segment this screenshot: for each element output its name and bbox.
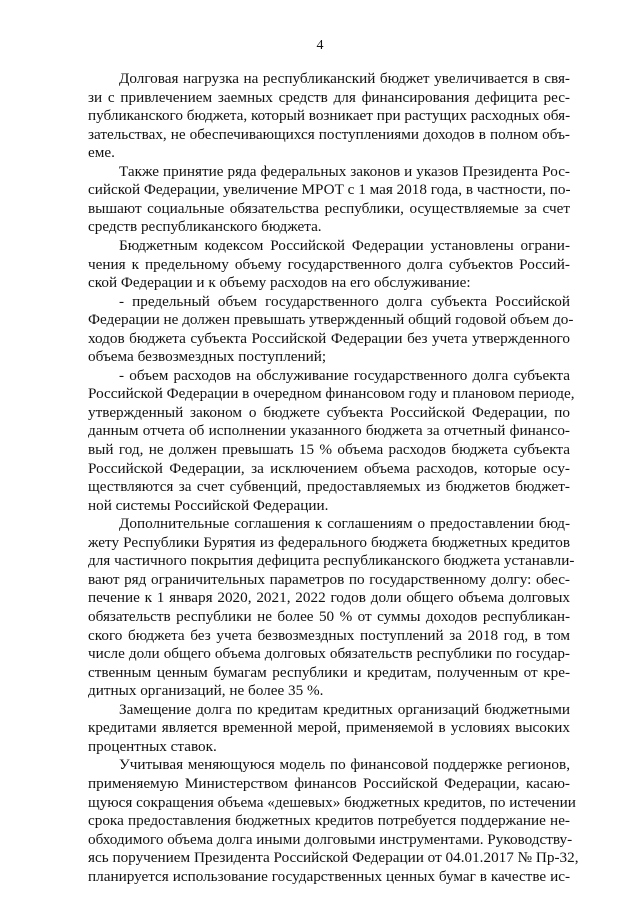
page-number: 4 [316,38,324,53]
text-line: срока предоставления бюджетных кредитов потребуется поддержание не- [88,812,570,829]
text-line: публиканского бюджета, который возникает при растущих расходных обя- [88,107,571,125]
text-line: ществляются за счет субвенций, предоставляемых из бюджетов бюджет- [88,478,570,496]
text-line: процентных ставок. [88,737,217,755]
text-line: ной системы Российской Федерации. [88,496,329,514]
text-line: ственным ценным бумагам республики и кредитам, полученным от кре- [88,663,570,681]
text-line: дитных организаций, не более 35 %. [88,682,324,700]
text-line: обходимого объема долга иными долговыми инструментами. Руководству- [88,830,573,848]
text-line: печение к 1 января 2020, 2021, 2022 годов доли общего объема долговых [88,589,570,607]
text-line: Российской Федерации в очередном финансовом году и плановом периоде, [88,385,575,403]
text-line: зательствах, не обеспечивающихся поступлениями доходов в полном объ- [88,125,570,143]
text-line: обязательств республики не более 50 % от суммы доходов республикан- [88,608,570,625]
paragraph-first-line: - предельный объем государственного долга субъекта Российской [119,292,570,310]
text-line: числе доли общего объема долговых обязательств республики по государ- [88,645,570,663]
text-line: Российской Федерации, за исключением объема расходов, которые осу- [88,459,570,477]
text-line: Федерации не должен превышать утвержденный общий годовой объем до- [88,311,574,329]
text-line: еме. [88,144,115,162]
text-line: ского бюджета без учета безвозмездных поступлений за 2018 год, в том [88,626,570,644]
text-line: данным отчета об исполнении указанного бюджета за отчетный финансо- [88,422,570,440]
text-line: вают ряд ограничительных параметров по государственному долгу: обес- [88,570,570,588]
text-line: объема безвозмездных поступлений; [88,348,327,366]
text-line: вышают социальные обязательства республики, осуществляемые за счет [88,199,570,217]
text-line: ходов бюджета субъекта Российской Федерации без учета утвержденного [88,329,570,347]
paragraph-first-line: Замещение долга по кредитам кредитных организаций бюджетными [119,700,570,718]
paragraph-first-line: Долговая нагрузка на республиканский бюджет увеличивается в свя- [119,70,570,87]
paragraph-first-line: Также принятие ряда федеральных законов и указов Президента Рос- [119,162,570,180]
text-line: планируется использование государственных ценных бумаг в качестве ис- [88,867,570,885]
text-line: сийской Федерации, увеличение МРОТ с 1 мая 2018 года, в частности, по- [88,181,571,199]
paragraph-first-line: - объем расходов на обслуживание государственного долга субъекта [119,366,570,384]
text-line: средств республиканского бюджета. [88,218,322,236]
text-line: жету Республики Бурятия из федерального бюджета бюджетных кредитов [88,533,570,551]
text-line: вый год, не должен превышать 15 % объема расходов бюджета субъекта [88,441,570,458]
text-line: зи с привлечением заемных средств для финансирования дефицита рес- [88,88,570,106]
text-line: ясь поручением Президента Российской Федерации от 04.01.2017 № Пр-32, [88,849,579,867]
text-line: применяемую Министерством финансов Российской Федерации, касаю- [88,774,570,792]
text-line: кредитами является временной мерой, применяемой в условиях высоких [88,719,570,737]
text-line: щуюся сокращения объема «дешевых» бюджетных кредитов, по истечении [88,793,576,811]
text-line: ской Федерации и к объему расходов на его обслуживание: [88,274,471,292]
text-line: чения к предельному объему государственного долга субъектов Россий- [88,255,570,273]
paragraph-first-line: Учитывая меняющуюся модель по финансовой поддержке регионов, [119,756,570,774]
paragraph-first-line: Бюджетным кодексом Российской Федерации установлены ограни- [119,237,570,254]
text-line: утвержденный законом о бюджете субъекта Российской Федерации, по [88,403,570,421]
paragraph-first-line: Дополнительные соглашения к соглашениям о предоставлении бюд- [119,515,570,533]
text-line: для частичного покрытия дефицита республиканского бюджета устанавли- [88,552,575,570]
